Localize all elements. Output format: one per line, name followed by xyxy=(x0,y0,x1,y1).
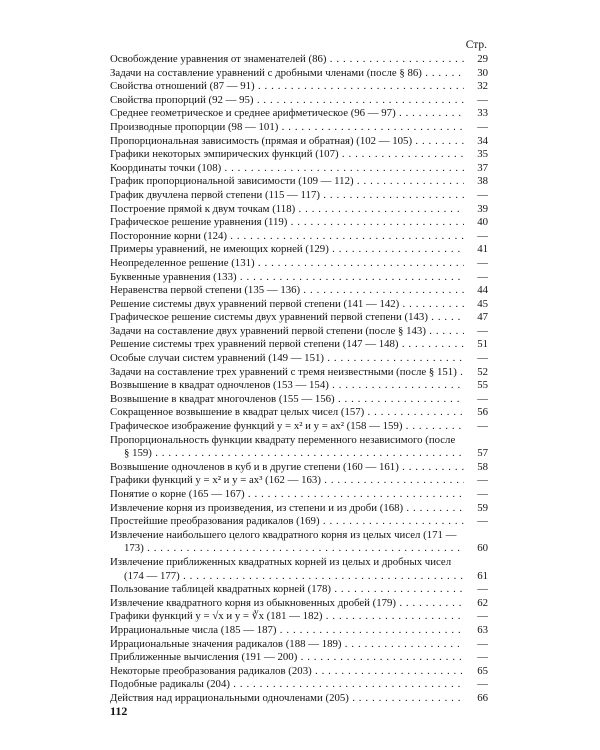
toc-entry xyxy=(110,352,488,366)
toc-entry-page: 35 xyxy=(464,148,488,162)
toc-entry xyxy=(110,474,488,488)
toc-entry-page: 34 xyxy=(464,135,488,149)
toc-entry-title: Простейшие преобразования радикалов (169) . . . xyxy=(110,515,488,529)
toc-entry-title: Среднее геометрическое и среднее арифметическое (96 — 97) . . . xyxy=(110,107,488,121)
toc-entry xyxy=(110,651,488,665)
toc-entry-page: 39 xyxy=(464,203,488,217)
toc-entry-page: 62 xyxy=(464,597,488,611)
toc-entry xyxy=(110,529,488,556)
toc-entry-title: Возвышение в квадрат многочленов (155 — 156) . . . xyxy=(110,393,488,407)
toc-entry-title: Свойства пропорций (92 — 95) . . . xyxy=(110,94,488,108)
toc-entry-title: Построение прямой к двум точкам (118) . . . xyxy=(110,203,488,217)
toc-entry-title: Свойства отношений (87 — 91) . . . xyxy=(110,80,488,94)
toc-entry-page: 40 xyxy=(464,216,488,230)
toc-entry xyxy=(110,67,488,81)
toc-entry-page: 45 xyxy=(464,298,488,312)
toc-entry-page: — xyxy=(464,352,488,366)
toc-entry xyxy=(110,406,488,420)
toc-entry xyxy=(110,175,488,189)
toc-entry xyxy=(110,107,488,121)
toc-entry-page: 61 xyxy=(464,570,488,584)
toc-entry xyxy=(110,393,488,407)
toc-entry xyxy=(110,121,488,135)
toc-entry-title: Производные пропорции (98 — 101) . . . xyxy=(110,121,488,135)
toc-entry-title: Сокращенное возвышение в квадрат целых чисел (157) . . . xyxy=(110,406,488,420)
toc-entry-page: — xyxy=(464,515,488,529)
toc-entry-title: Некоторые преобразования радикалов (203) . . . xyxy=(110,665,488,679)
toc-entry-title: Извлечение корня из произведения, из степени и из дроби (168) . . . xyxy=(110,502,488,516)
toc-entry-page: — xyxy=(464,189,488,203)
toc-entry xyxy=(110,515,488,529)
toc-entry-page: — xyxy=(464,610,488,624)
toc-entry-page: 66 xyxy=(464,692,488,706)
toc-entry xyxy=(110,325,488,339)
toc-entry xyxy=(110,203,488,217)
toc-entry xyxy=(110,583,488,597)
toc-entry xyxy=(110,379,488,393)
page-number: 112 xyxy=(110,704,128,718)
toc-entry-title: Иррациональные числа (185 — 187) . . . xyxy=(110,624,488,638)
toc-entry-title: Возвышение одночленов в куб и в другие степени (160 — 161) . . . xyxy=(110,461,488,475)
toc-entry-page: — xyxy=(464,678,488,692)
toc-entry xyxy=(110,298,488,312)
toc-entry xyxy=(110,162,488,176)
toc-entry-page: 56 xyxy=(464,406,488,420)
toc-entry xyxy=(110,216,488,230)
toc-entry-page: 52 xyxy=(464,366,488,380)
toc-entry-title: Пользование таблицей квадратных корней (178) . . . xyxy=(110,583,488,597)
toc-entry-page: 47 xyxy=(464,311,488,325)
toc-entry-title: Действия над иррациональными одночленами (205) . . . xyxy=(110,692,488,706)
toc-entry-page: — xyxy=(464,325,488,339)
toc-entry-page: 33 xyxy=(464,107,488,121)
toc-entry xyxy=(110,624,488,638)
toc-entry-title: График пропорциональной зависимости (109 — 112) . . . xyxy=(110,175,488,189)
toc-entry-title: Извлечение приближенных квадратных корней из целых и дробных чисел xyxy=(110,555,452,568)
toc-entry xyxy=(110,678,488,692)
toc-entry-title: График двучлена первой степени (115 — 117) . . . xyxy=(110,189,488,203)
toc-entry-title: Иррациональные значения радикалов (188 — 189) . . . xyxy=(110,638,488,652)
toc-entry-title: Примеры уравнений, не имеющих корней (129) . . . xyxy=(110,243,488,257)
page-column-header: Стр. xyxy=(465,39,487,51)
toc-entry-page: 32 xyxy=(464,80,488,94)
toc-entry-page: 57 xyxy=(464,447,488,461)
toc-entry-title: Возвышение в квадрат одночленов (153 — 154) . . . xyxy=(110,379,488,393)
toc-entry-title: Неравенства первой степени (135 — 136) . . . xyxy=(110,284,488,298)
toc-entry xyxy=(110,434,488,461)
toc-entry-title: Графики функций y = √x и y = ∛x (181 — 182) . . . xyxy=(110,610,488,624)
toc-entry-title: Посторонние корни (124) . . . xyxy=(110,230,488,244)
toc-entry-title-continuation: § 159) . . . xyxy=(110,447,488,461)
toc-entry-page: — xyxy=(464,257,488,271)
toc-entry xyxy=(110,311,488,325)
toc-entry-page: — xyxy=(464,94,488,108)
toc-entry xyxy=(110,420,488,434)
toc-entry-title: Графики некоторых эмпирических функций (107) . . . xyxy=(110,148,488,162)
toc-entry-title: Особые случаи систем уравнений (149 — 151) . . . xyxy=(110,352,488,366)
toc-entry-title: Пропорциональная зависимость (прямая и обратная) (102 — 105) . . . xyxy=(110,135,488,149)
toc-entry-page: — xyxy=(464,651,488,665)
toc-entry-page: 65 xyxy=(464,665,488,679)
toc-entry-page: 44 xyxy=(464,284,488,298)
toc-entry-page: 63 xyxy=(464,624,488,638)
toc-entry xyxy=(110,135,488,149)
toc-entry xyxy=(110,338,488,352)
toc-entry-title-continuation: (174 — 177) . . . xyxy=(110,570,488,584)
toc-entry xyxy=(110,597,488,611)
toc-entry-title: Решение системы трех уравнений первой степени (147 — 148) . . . xyxy=(110,338,488,352)
toc-entry-title: Графическое изображение функций y = x² и y = ax² (158 — 159) . . . xyxy=(110,420,488,434)
toc-entry-page: — xyxy=(464,230,488,244)
toc-entry xyxy=(110,502,488,516)
toc-entry-page: 58 xyxy=(464,461,488,475)
toc-entry-title: Пропорциональность функции квадрату переменного независимого (после xyxy=(110,433,456,446)
table-of-contents xyxy=(110,38,488,706)
toc-entry-title: Подобные радикалы (204) . . . xyxy=(110,678,488,692)
toc-entry xyxy=(110,366,488,380)
toc-entry-title: Задачи на составление уравнений с дробными членами (после § 86) . . . xyxy=(110,67,488,81)
toc-entry-title: Понятие о корне (165 — 167) . . . xyxy=(110,488,488,502)
toc-entry-page: — xyxy=(464,271,488,285)
toc-entry xyxy=(110,461,488,475)
toc-entry-title: Освобождение уравнения от знаменателей (86) . . . xyxy=(110,53,488,67)
toc-entry-title: Координаты точки (108) . . . xyxy=(110,162,488,176)
toc-list xyxy=(110,53,488,706)
toc-entry xyxy=(110,271,488,285)
toc-entry-title-continuation: 173) . . . xyxy=(110,542,488,556)
toc-entry-page: — xyxy=(464,420,488,434)
toc-entry-page: 51 xyxy=(464,338,488,352)
toc-entry-title: Графики функций y = x² и y = ax³ (162 — 163) . . . xyxy=(110,474,488,488)
toc-entry xyxy=(110,638,488,652)
toc-entry-page: 38 xyxy=(464,175,488,189)
toc-entry-page: — xyxy=(464,121,488,135)
toc-entry xyxy=(110,189,488,203)
toc-entry-page: — xyxy=(464,638,488,652)
toc-entry-title: Буквенные уравнения (133) . . . xyxy=(110,271,488,285)
toc-entry xyxy=(110,284,488,298)
toc-entry-title: Извлечение наибольшего целого квадратного корня из целых чисел (171 — xyxy=(110,528,457,541)
toc-entry xyxy=(110,80,488,94)
toc-entry xyxy=(110,94,488,108)
toc-entry xyxy=(110,230,488,244)
toc-entry-title: Неопределенное решение (131) . . . xyxy=(110,257,488,271)
toc-entry-page: 30 xyxy=(464,67,488,81)
toc-entry-page: 41 xyxy=(464,243,488,257)
toc-entry xyxy=(110,243,488,257)
toc-entry-page: 29 xyxy=(464,53,488,67)
toc-entry xyxy=(110,665,488,679)
toc-entry-title: Задачи на составление трех уравнений с тремя неизвестными (после § 151) . . . xyxy=(110,366,488,380)
toc-entry-title: Решение системы двух уравнений первой степени (141 — 142) . . . xyxy=(110,298,488,312)
toc-entry-page: 37 xyxy=(464,162,488,176)
toc-entry-page: — xyxy=(464,393,488,407)
toc-entry-page: — xyxy=(464,488,488,502)
toc-entry-title: Приближенные вычисления (191 — 200) . . . xyxy=(110,651,488,665)
toc-entry-title: Графическое решение системы двух уравнений первой степени (143) . . . xyxy=(110,311,488,325)
toc-entry-title: Извлечение квадратного корня из обыкновенных дробей (179) . . . xyxy=(110,597,488,611)
toc-entry-page: 60 xyxy=(464,542,488,556)
toc-entry xyxy=(110,692,488,706)
toc-entry-title: Задачи на составление двух уравнений первой степени (после § 143) . . . xyxy=(110,325,488,339)
toc-entry-page: — xyxy=(464,583,488,597)
toc-entry xyxy=(110,257,488,271)
toc-entry-page: 59 xyxy=(464,502,488,516)
toc-entry xyxy=(110,53,488,67)
toc-entry-title: Графическое решение уравнения (119) . . . xyxy=(110,216,488,230)
toc-entry xyxy=(110,556,488,583)
toc-entry-page: — xyxy=(464,474,488,488)
toc-entry xyxy=(110,148,488,162)
toc-entry-page: 55 xyxy=(464,379,488,393)
toc-entry xyxy=(110,488,488,502)
toc-entry xyxy=(110,610,488,624)
